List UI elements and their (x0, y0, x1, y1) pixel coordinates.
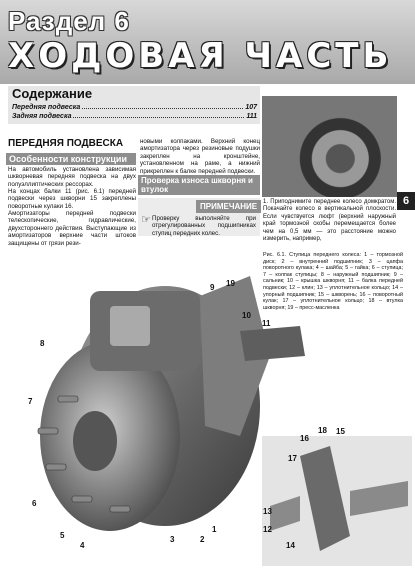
callout-label: 7 (28, 397, 33, 406)
toc-item[interactable] (12, 113, 257, 120)
toc-leader (82, 104, 243, 109)
paragraph: На автомобиль установлена зависимая шкворневая передняя подвеска на двух полуэллиптических рессорах. (8, 166, 136, 188)
chapter-tab: 6 (397, 192, 415, 210)
callout-label: 11 (262, 319, 271, 328)
callout-label: 6 (32, 499, 37, 508)
toc-item-label: Задняя подвеска (12, 113, 72, 120)
vehicle-photo (262, 96, 397, 197)
note-label: ПРИМЕЧАНИЕ (196, 200, 261, 213)
callout-label: 4 (80, 541, 85, 550)
axle-beam (240, 326, 305, 361)
hub-cap (73, 411, 117, 471)
subsection-bar: Проверка износа шкворня и втулок (138, 175, 260, 195)
callout-label: 14 (286, 541, 295, 550)
section-heading: ПЕРЕДНЯЯ ПОДВЕСКА (8, 138, 124, 149)
subsection-bar: Особенности конструкции (6, 153, 136, 165)
paragraph: Амортизаторы передней подвески телескопические, гидравлические, двухстороннего действия. Выступающие из амортизаторов верхние части штоков защищены от грязи рези- (8, 210, 136, 247)
figure-caption: Рис. 6.1. Ступица переднего колеса: 1 – тормозной диск; 2 – внутренний подшипник; 3 – цапфа поворотного кулака; 4 – шайба; 5 – гайка; 6 – ступица; 7 – колпак ступицы; 8 – наружный подшипник; 9 – сальник; 10 – крышка шкворня; 11 – балка передней подвески; 12 – клин; 13 – уплотнительное кольцо; 14 – упорный подшипник; 15 – шкворень; 16 – поворотный кулак; 17 – уплотнительное кольцо; 18 – втулка шкворня; 19 – пресс-масленка (263, 252, 403, 311)
callout-label: 17 (288, 454, 297, 463)
step-text: 1. Приподнимите переднее колесо домкратом. Покачайте колесо в вертикальной плоскости. Если чувствуется люфт (верхний наружный край тормозной скобы перемещается более чем на 0,5 мм — это расстояние можно измерить, например, (263, 199, 396, 243)
callout-label: 10 (242, 311, 251, 320)
callout-label: 18 (318, 426, 327, 435)
callout-label: 19 (226, 279, 235, 288)
info-icon: ☞ (141, 214, 151, 226)
paragraph: На концах балки 11 (рис. 6.1) передней подвески через шкворни 15 закреплены поворотные кулаки 16. (8, 188, 136, 210)
callout-label: 9 (210, 283, 215, 292)
callout-label: 13 (263, 507, 272, 516)
paragraph: новыми колпаками. Верхний конец амортизатора через резиновые подушки закреплен на кронштейне, установленном на раме, а нижний прикреплен к балке передней подвески. (140, 138, 260, 175)
callout-label: 8 (40, 339, 45, 348)
toc-heading: Содержание (12, 86, 93, 101)
callout-label: 12 (263, 525, 272, 534)
callout-label: 5 (60, 531, 65, 540)
callout-label: 2 (200, 535, 205, 544)
toc-item[interactable] (12, 104, 257, 111)
note-text: Проверку выполняйте при отрегулированных подшипниках ступиц передних колес. (152, 215, 256, 237)
chapter-title: ХОДОВАЯ ЧАСТЬ (8, 36, 393, 76)
callout-label: 15 (336, 427, 345, 436)
callout-label: 3 (170, 535, 175, 544)
toc-item-page: 111 (246, 113, 257, 120)
hub-illustration (0, 236, 415, 570)
callout-label: 16 (300, 434, 309, 443)
toc-item-page: 107 (245, 104, 257, 111)
section-number: Раздел 6 (8, 6, 130, 36)
brake-pad (110, 306, 150, 346)
callout-label: 1 (212, 525, 217, 534)
toc-item-label: Передняя подвеска (12, 104, 81, 111)
toc-leader (73, 113, 244, 118)
